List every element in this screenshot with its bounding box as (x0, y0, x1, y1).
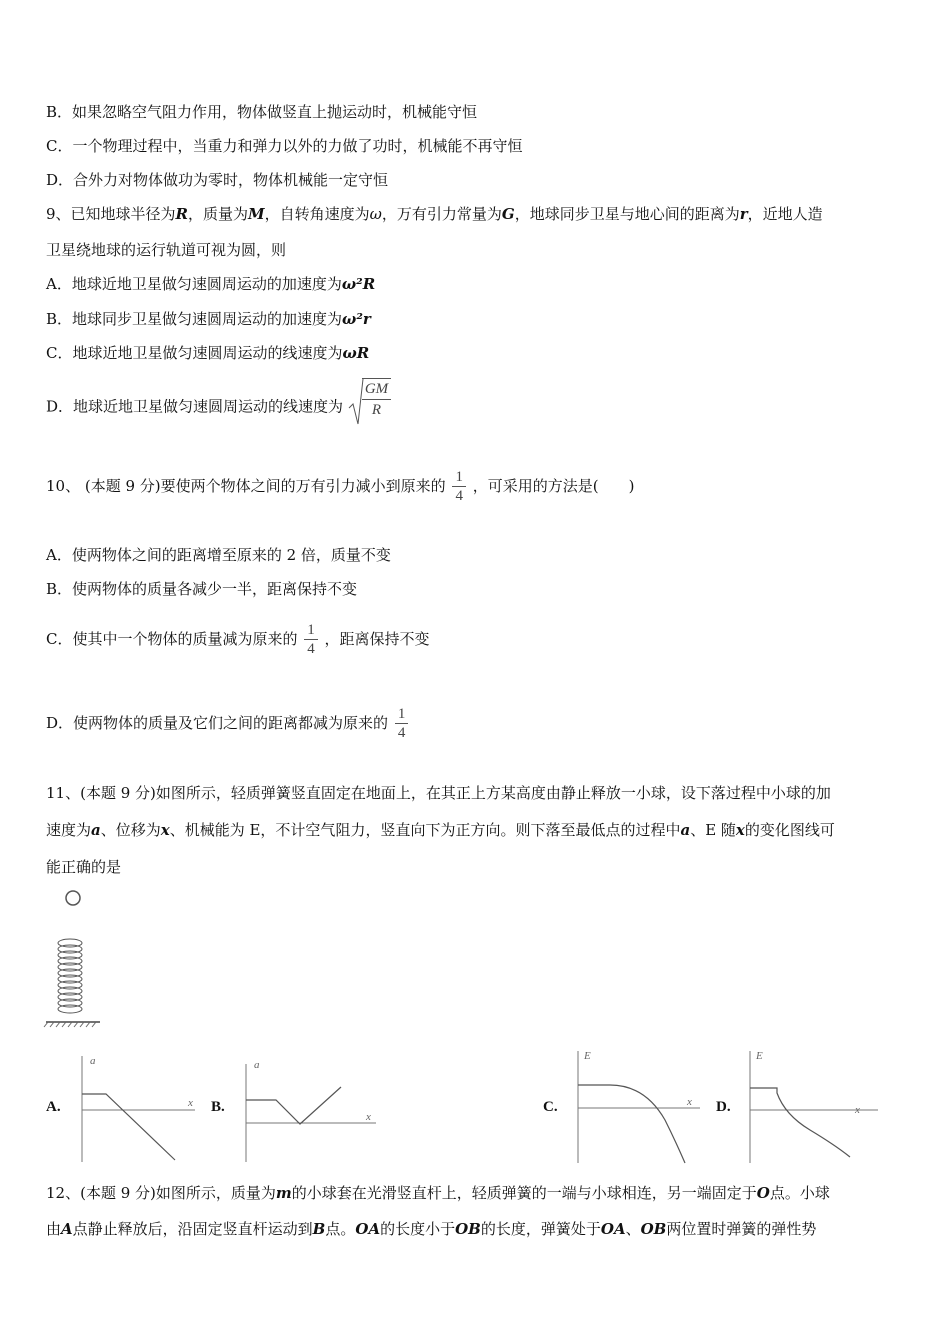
q10-option-d: D．使两物体的质量及它们之间的距离都减为原来的 $\frac{1}{4}$ (46, 697, 410, 748)
axis-label-x: x (366, 1111, 371, 1123)
axis-label-a: a (90, 1055, 96, 1067)
q10-option-a: A．使两物体之间的距离增至原来的 2 倍，质量不变 (46, 546, 391, 564)
q11-stem-line2: 速度为a、位移为x、机械能为 E，不计空气阻力，竖直向下为正方向。则下落至最低点的过程中a、E 随x的变化图线可 (46, 821, 835, 839)
curve-a (82, 1094, 175, 1160)
curve-d (750, 1088, 850, 1157)
graph-label-b: B. (211, 1099, 225, 1115)
spring-figure (40, 885, 110, 1030)
fraction-quarter: $\frac{1}{4}$ (452, 468, 466, 505)
axis-label-a: a (254, 1059, 260, 1071)
q8-option-d: D．合外力对物体做功为零时，物体机械能一定守恒 (46, 171, 389, 189)
graph-a (70, 1050, 200, 1165)
fraction-quarter: $\frac{1}{4}$ (304, 621, 318, 658)
curve-b (246, 1087, 341, 1124)
sqrt-formula: $\frac{GM}{R}$ (348, 378, 391, 435)
graph-label-d: D. (716, 1099, 731, 1115)
q9-option-c: C．地球近地卫星做匀速圆周运动的线速度为ωR (46, 344, 370, 362)
q9-stem-line1: 9、已知地球半径为R，质量为M，自转角速度为ω，万有引力常量为G，地球同步卫星与地心间的距离为r，近地人造 (46, 205, 823, 223)
graph-label-c: C. (543, 1099, 558, 1115)
curve-c (578, 1085, 685, 1163)
q11-stem-line3: 能正确的是 (46, 858, 122, 876)
axis-label-x: x (188, 1097, 193, 1109)
axis-label-e: E (756, 1050, 763, 1062)
q9-option-a: A．地球近地卫星做匀速圆周运动的加速度为ω²R (46, 275, 376, 293)
q8-option-b: B．如果忽略空气阻力作用，物体做竖直上抛运动时，机械能守恒 (46, 103, 478, 121)
axis-label-e: E (584, 1050, 591, 1062)
q9-option-d: D．地球近地卫星做匀速圆周运动的线速度为 $\frac{GM}{R}$ (46, 378, 391, 435)
spring-coil (58, 939, 82, 1013)
graph-label-a: A. (46, 1099, 61, 1115)
q10-option-b: B．使两物体的质量各减少一半，距离保持不变 (46, 580, 358, 598)
q9-stem-line2: 卫星绕地球的运行轨道可视为圆，则 (46, 241, 287, 259)
q12-stem-line2: 由A点静止释放后，沿固定竖直杆运动到B点。OA的长度小于OB的长度，弹簧处于OA、OB两位置时弹簧的弹性势 (46, 1220, 817, 1238)
q12-stem-line1: 12、(本题 9 分)如图所示，质量为m的小球套在光滑竖直杆上，轻质弹簧的一端与小球相连，另一端固定于O点。小球 (46, 1184, 830, 1202)
q9-option-b: B．地球同步卫星做匀速圆周运动的加速度为ω²r (46, 310, 371, 328)
graph-d (740, 1045, 885, 1165)
q8-option-c: C．一个物理过程中，当重力和弹力以外的力做了功时，机械能不再守恒 (46, 137, 523, 155)
q11-stem-line1: 11、(本题 9 分)如图所示，轻质弹簧竖直固定在地面上，在其正上方某高度由静止释放一小球，设下落过程中小球的加 (46, 784, 831, 802)
ball-icon (66, 891, 80, 905)
graph-c (570, 1045, 710, 1165)
q10-stem: 10、 (本题 9 分)要使两个物体之间的万有引力减小到原来的 $\frac{1}{4}$ ，可采用的方法是( ) (46, 468, 635, 504)
axis-label-x: x (855, 1104, 860, 1116)
q10-option-c: C．使其中一个物体的质量减为原来的 $\frac{1}{4}$ ，距离保持不变 (46, 621, 430, 657)
fraction-quarter: $\frac{1}{4}$ (395, 705, 409, 742)
graph-b (236, 1050, 381, 1165)
axis-label-x: x (687, 1096, 692, 1108)
